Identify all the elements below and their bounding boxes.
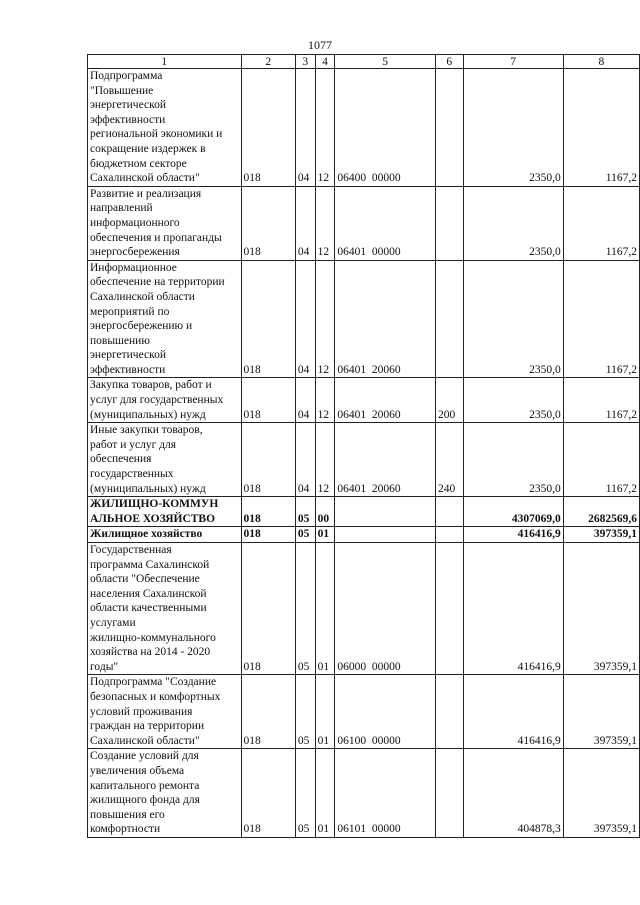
row-executed-cell: 1167,2 — [563, 423, 639, 497]
row-subsection-cell: 12 — [315, 260, 335, 378]
row-name-cell: Подпрограмма "Создание безопасных и комфортных условий проживания граждан на территории Сахалинской области" — [88, 675, 242, 749]
row-subsection-cell: 01 — [315, 675, 335, 749]
row-section-cell: 04 — [295, 423, 315, 497]
table-row — [88, 543, 640, 675]
header-cell: 1 — [88, 55, 242, 69]
row-executed-cell: 1167,2 — [563, 186, 639, 260]
header-cell: 8 — [563, 55, 639, 69]
row-expense-type-cell — [435, 543, 463, 675]
row-amount-cell: 2350,0 — [463, 423, 563, 497]
row-admin-code-cell: 018 — [241, 497, 295, 527]
header-cell: 7 — [463, 55, 563, 69]
row-admin-code-cell: 018 — [241, 423, 295, 497]
table-row — [88, 527, 640, 543]
row-admin-code-cell: 018 — [241, 749, 295, 838]
row-executed-cell: 1167,2 — [563, 69, 639, 187]
row-name-cell: Государственная программа Сахалинской области "Обеспечение населения Сахалинской области качественными услугами жилищно-коммунального хозяйства на 2014 - 2020 годы" — [88, 543, 242, 675]
row-executed-cell: 397359,1 — [563, 543, 639, 675]
row-subsection-cell: 00 — [315, 497, 335, 527]
row-name-cell: Создание условий для увеличения объема капитального ремонта жилищного фонда для повышения его комфортности — [88, 749, 242, 838]
row-admin-code-cell: 018 — [241, 543, 295, 675]
row-executed-cell: 397359,1 — [563, 749, 639, 838]
table-row — [88, 69, 640, 187]
row-amount-cell: 2350,0 — [463, 186, 563, 260]
row-section-cell: 05 — [295, 527, 315, 543]
header-cell: 3 — [295, 55, 315, 69]
row-section-cell: 05 — [295, 675, 315, 749]
row-admin-code-cell: 018 — [241, 378, 295, 423]
row-subsection-cell: 12 — [315, 69, 335, 187]
row-section-cell: 05 — [295, 749, 315, 838]
row-target-article-cell: 06101 00000 — [335, 749, 436, 838]
row-expense-type-cell — [435, 497, 463, 527]
row-name-cell: Иные закупки товаров, работ и услуг для обеспечения государственных (муниципальных) нужд — [88, 423, 242, 497]
row-name-cell: Развитие и реализация направлений информационного обеспечения и пропаганды энергосбережения — [88, 186, 242, 260]
row-target-article-cell: 06000 00000 — [335, 543, 436, 675]
row-subsection-cell: 01 — [315, 749, 335, 838]
row-admin-code-cell: 018 — [241, 260, 295, 378]
row-section-cell: 04 — [295, 186, 315, 260]
row-target-article-cell: 06401 20060 — [335, 260, 436, 378]
table-row — [88, 260, 640, 378]
row-amount-cell: 4307069,0 — [463, 497, 563, 527]
table-row — [88, 497, 640, 527]
row-section-cell: 05 — [295, 543, 315, 675]
table-row — [88, 186, 640, 260]
header-cell: 4 — [315, 55, 335, 69]
row-amount-cell: 416416,9 — [463, 527, 563, 543]
row-name-cell: Информационное обеспечение на территории Сахалинской области мероприятий по энергосбережению и повышению энергетической эффективности — [88, 260, 242, 378]
row-target-article-cell — [335, 527, 436, 543]
row-target-article-cell — [335, 497, 436, 527]
row-admin-code-cell: 018 — [241, 527, 295, 543]
row-amount-cell: 2350,0 — [463, 69, 563, 187]
row-expense-type-cell — [435, 675, 463, 749]
row-expense-type-cell — [435, 260, 463, 378]
table-row — [88, 675, 640, 749]
budget-table — [87, 54, 640, 838]
row-name-cell: Подпрограмма "Повышение энергетической эффективности региональной экономики и сокращение издержек в бюджетном секторе Сахалинской области" — [88, 69, 242, 187]
row-subsection-cell: 01 — [315, 543, 335, 675]
row-expense-type-cell: 200 — [435, 378, 463, 423]
row-subsection-cell: 12 — [315, 186, 335, 260]
row-expense-type-cell — [435, 749, 463, 838]
row-expense-type-cell — [435, 186, 463, 260]
row-amount-cell: 404878,3 — [463, 749, 563, 838]
row-amount-cell: 416416,9 — [463, 675, 563, 749]
row-target-article-cell: 06400 00000 — [335, 69, 436, 187]
row-subsection-cell: 12 — [315, 378, 335, 423]
row-target-article-cell: 06100 00000 — [335, 675, 436, 749]
row-admin-code-cell: 018 — [241, 675, 295, 749]
row-section-cell: 05 — [295, 497, 315, 527]
row-name-cell: ЖИЛИЩНО-КОММУН АЛЬНОЕ ХОЗЯЙСТВО — [88, 497, 242, 527]
row-executed-cell: 1167,2 — [563, 260, 639, 378]
row-section-cell: 04 — [295, 260, 315, 378]
row-name-cell: Закупка товаров, работ и услуг для государственных (муниципальных) нужд — [88, 378, 242, 423]
row-executed-cell: 1167,2 — [563, 378, 639, 423]
table-row — [88, 378, 640, 423]
row-executed-cell: 397359,1 — [563, 527, 639, 543]
header-cell: 5 — [335, 55, 436, 69]
table-row — [88, 749, 640, 838]
row-amount-cell: 416416,9 — [463, 543, 563, 675]
header-cell: 2 — [241, 55, 295, 69]
row-target-article-cell: 06401 20060 — [335, 378, 436, 423]
row-amount-cell: 2350,0 — [463, 260, 563, 378]
row-admin-code-cell: 018 — [241, 69, 295, 187]
row-subsection-cell: 12 — [315, 423, 335, 497]
page-number: 1077 — [308, 38, 332, 52]
row-amount-cell: 2350,0 — [463, 378, 563, 423]
row-subsection-cell: 01 — [315, 527, 335, 543]
row-executed-cell: 2682569,6 — [563, 497, 639, 527]
row-executed-cell: 397359,1 — [563, 675, 639, 749]
row-admin-code-cell: 018 — [241, 186, 295, 260]
row-target-article-cell: 06401 20060 — [335, 423, 436, 497]
row-section-cell: 04 — [295, 69, 315, 187]
table-row — [88, 423, 640, 497]
row-expense-type-cell: 240 — [435, 423, 463, 497]
row-expense-type-cell — [435, 69, 463, 187]
row-target-article-cell: 06401 00000 — [335, 186, 436, 260]
header-row — [88, 55, 640, 69]
row-section-cell: 04 — [295, 378, 315, 423]
header-cell: 6 — [435, 55, 463, 69]
row-expense-type-cell — [435, 527, 463, 543]
row-name-cell: Жилищное хозяйство — [88, 527, 242, 543]
